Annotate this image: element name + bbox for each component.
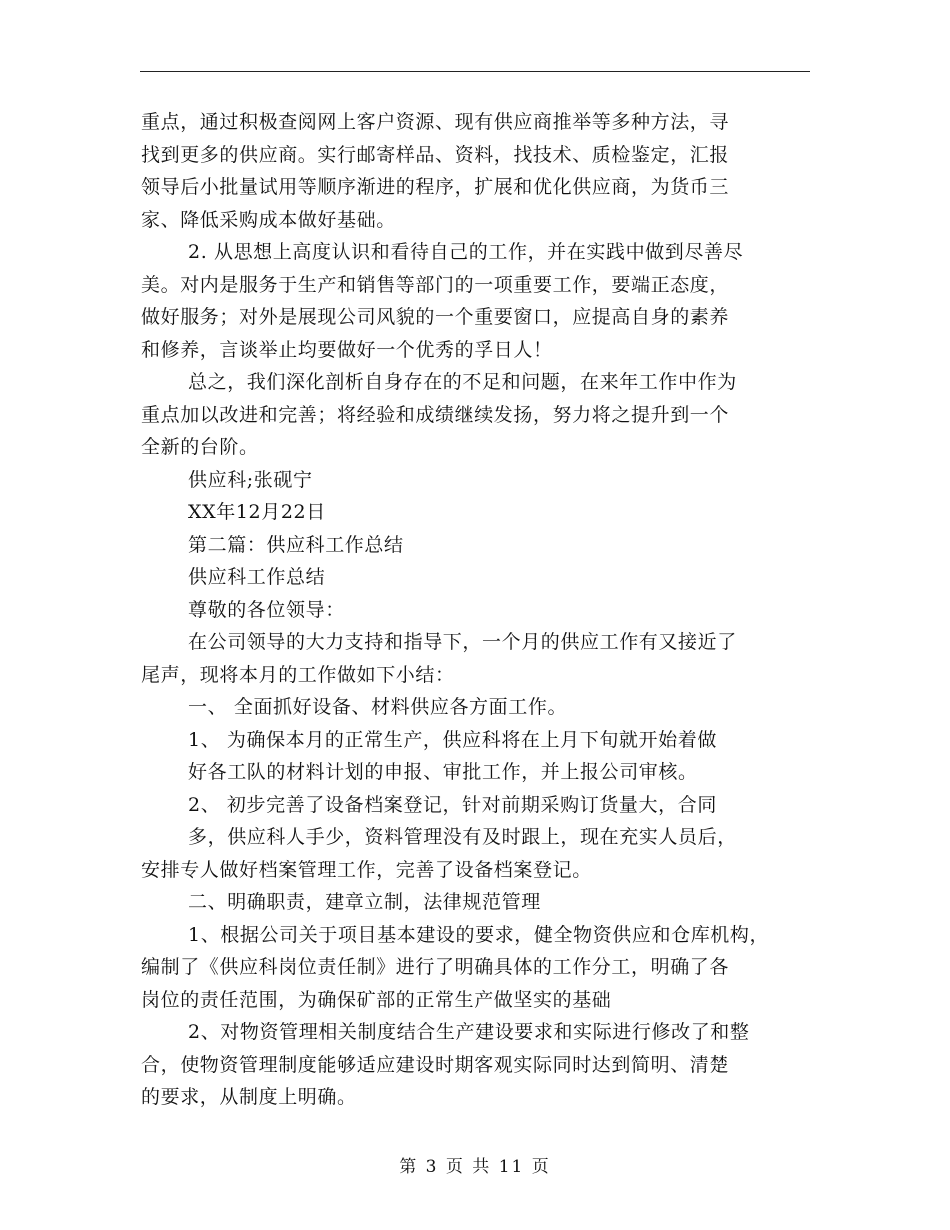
text-line: 供应科;张砚宁	[188, 468, 313, 491]
text-line: 家、降低采购成本做好基础。	[141, 208, 396, 231]
text-line: 美。对内是服务于生产和销售等部门的一项重要工作，要端正态度，	[141, 273, 730, 296]
text-line: 二、明确职责，建章立制，法律规范管理	[188, 891, 541, 913]
text-line: 2、 初步完善了设备档案登记，针对前期采购订货量大，合同	[188, 793, 717, 816]
text-line: 1、 为确保本月的正常生产，供应科将在上月下旬就开始着做	[188, 728, 717, 751]
text-line: 1、根据公司关于项目基本建设的要求，健全物资供应和仓库机构，	[188, 923, 770, 946]
text-line: 多，供应科人手少，资料管理没有及时跟上，现在充实人员后，	[188, 826, 737, 848]
text-line: 总之，我们深化剖析自身存在的不足和问题，在来年工作中作为	[188, 371, 737, 393]
text-line: 和修养，言谈举止均要做好一个优秀的孚日人！	[141, 338, 553, 361]
text-line: 安排专人做好档案管理工作，完善了设备档案登记。	[141, 858, 592, 881]
text-line: 在公司领导的大力支持和指导下，一个月的供应工作有又接近了	[188, 631, 737, 653]
text-line: 尾声，现将本月的工作做如下小结：	[141, 663, 455, 686]
text-line: 一、 全面抓好设备、材料供应各方面工作。	[188, 696, 568, 718]
text-line: 重点，通过积极查阅网上客户资源、现有供应商推举等多种方法，寻	[141, 111, 730, 133]
text-line: 合，使物资管理制度能够适应建设时期客观实际同时达到简明、清楚	[141, 1053, 730, 1076]
text-line: 找到更多的供应商。实行邮寄样品、资料，找技术、质检鉴定，汇报	[141, 143, 730, 166]
document-body	[141, 106, 821, 1114]
text-line: 2、对物资管理相关制度结合生产建设要求和实际进行修改了和整	[188, 1021, 750, 1043]
text-line: XX年12月22日	[188, 501, 326, 523]
text-line: 尊敬的各位领导：	[188, 598, 345, 621]
text-line: 2. 从思想上高度认识和看待自己的工作，并在实践中做到尽善尽	[188, 241, 744, 263]
text-line: 编制了《供应科岗位责任制》进行了明确具体的工作分工，明确了各	[141, 956, 730, 978]
header-rule	[140, 71, 810, 72]
text-line: 供应科工作总结	[188, 566, 326, 588]
text-line: 好各工队的材料计划的申报、审批工作，并上报公司审核。	[188, 761, 698, 783]
text-line: 重点加以改进和完善；将经验和成绩继续发扬，努力将之提升到一个	[141, 403, 730, 426]
text-line: 做好服务；对外是展现公司风貌的一个重要窗口，应提高自身的素养	[141, 306, 730, 328]
text-line: 全新的台阶。	[141, 436, 259, 458]
text-line: 岗位的责任范围，为确保矿部的正常生产做坚实的基础	[141, 988, 612, 1011]
text-line: 第二篇：供应科工作总结	[188, 533, 404, 556]
page-number: 第 3 页 共 11 页	[399, 1157, 551, 1177]
text-line: 的要求，从制度上明确。	[141, 1086, 357, 1108]
text-line: 领导后小批量试用等顺序渐进的程序，扩展和优化供应商，为货币三	[141, 176, 730, 198]
